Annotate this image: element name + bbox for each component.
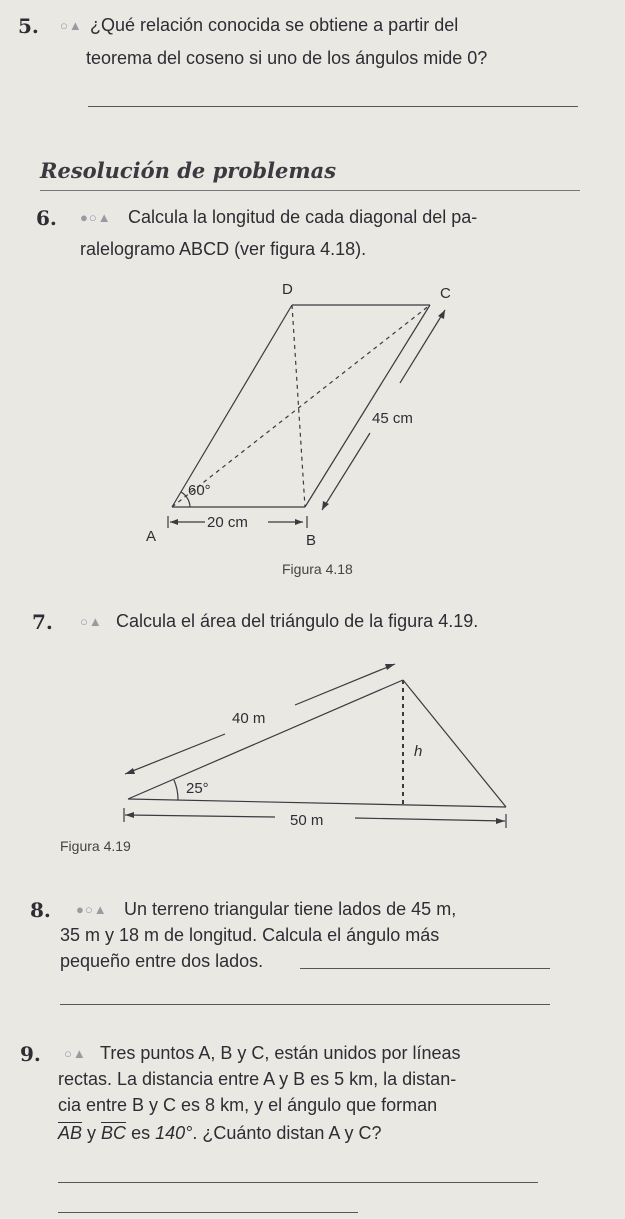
section-underline	[40, 190, 580, 191]
diagonal-bd	[292, 305, 305, 507]
dim-40-low	[125, 734, 225, 774]
problem-9-text-line-2: rectas. La distancia entre A y B es 5 km, la distan-	[58, 1069, 457, 1089]
problem-8-answer-line-2[interactable]	[60, 1004, 550, 1005]
problem-6-number: 6.	[36, 206, 57, 230]
section-title: Resolución de problemas	[40, 158, 337, 183]
angle-value: 140°	[155, 1123, 193, 1143]
dim-50-left	[125, 815, 275, 817]
height-h-label: h	[414, 743, 423, 760]
problem-9-text-line-4	[58, 1120, 381, 1147]
problem-5-answer-line[interactable]	[88, 106, 578, 107]
side-bc	[305, 305, 430, 507]
problem-8-text-line-1: Un terreno triangular tiene lados de 45 m,	[124, 899, 457, 919]
dim-bc-high	[400, 310, 445, 383]
vertex-c-label: C	[440, 285, 451, 302]
side-da	[172, 305, 292, 507]
problem-7-number: 7.	[32, 610, 53, 634]
figure-4-18-parallelogram	[0, 270, 625, 580]
problem-9-number: 9.	[20, 1042, 41, 1066]
problem-9-text-line-3: cia entre B y C es 8 km, y el ángulo que forman	[58, 1095, 438, 1115]
problem-9-difficulty-marks: ○▲	[64, 1046, 87, 1061]
problem-7-difficulty-marks: ○▲	[80, 614, 103, 629]
problem-8-text-line-3: pequeño entre dos lados.	[60, 951, 264, 971]
vertex-b-label: B	[306, 532, 317, 549]
problem-6-text-line-2: ralelogramo ABCD (ver figura 4.18).	[80, 239, 367, 259]
problem-9-answer-line-2[interactable]	[58, 1212, 358, 1213]
problem-5-text-line-1: ¿Qué relación conocida se obtiene a partir del	[90, 15, 459, 35]
problem-8-answer-line-1[interactable]	[300, 968, 550, 969]
side-base	[128, 799, 506, 807]
problem-5-difficulty-marks: ○▲	[60, 18, 83, 33]
segment-bc: $\overline{BC}$	[101, 1123, 127, 1143]
segment-ab: $\overline{AB}$	[58, 1123, 83, 1143]
vertex-d-label: D	[282, 281, 293, 298]
side-ab-label: 20 cm	[207, 514, 248, 531]
figure-4-18-caption: Figura 4.18	[282, 561, 353, 577]
dim-40-high	[295, 664, 395, 705]
dim-50-right	[355, 818, 505, 821]
figure-4-19-triangle	[0, 650, 625, 835]
side-bc-label: 45 cm	[372, 410, 413, 427]
problem-8-number: 8.	[30, 898, 51, 922]
angle-a-label: 60°	[188, 482, 211, 499]
problem-6-text-line-1: Calcula la longitud de cada diagonal del pa-	[128, 207, 478, 227]
problem-8-difficulty-marks: ●○▲	[76, 902, 108, 917]
side-base-label: 50 m	[290, 812, 324, 829]
angle-label: 25°	[186, 780, 209, 797]
problem-5-number: 5.	[18, 14, 39, 38]
side-hypotenuse	[128, 680, 403, 799]
problem-5-text-line-2: teorema del coseno si uno de los ángulos mide 0?	[86, 48, 488, 68]
side-hyp-label: 40 m	[232, 710, 266, 727]
problem-6-difficulty-marks: ●○▲	[80, 210, 112, 225]
problem-8-text-line-2: 35 m y 18 m de longitud. Calcula el ángulo más	[60, 925, 440, 945]
diagonal-ac	[172, 305, 430, 507]
problem-9-answer-line-1[interactable]	[58, 1182, 538, 1183]
dim-bc-low	[322, 433, 370, 510]
problem-9-text-line-1: Tres puntos A, B y C, están unidos por líneas	[100, 1043, 461, 1063]
conjunction: y	[87, 1123, 97, 1143]
es-word: es	[131, 1123, 151, 1143]
angle-arc	[174, 780, 178, 800]
vertex-a-label: A	[146, 528, 157, 545]
figure-4-19-caption: Figura 4.19	[60, 838, 131, 854]
problem-7-text-line-1: Calcula el área del triángulo de la figura 4.19.	[116, 611, 479, 631]
question-text: . ¿Cuánto distan A y C?	[192, 1123, 382, 1143]
